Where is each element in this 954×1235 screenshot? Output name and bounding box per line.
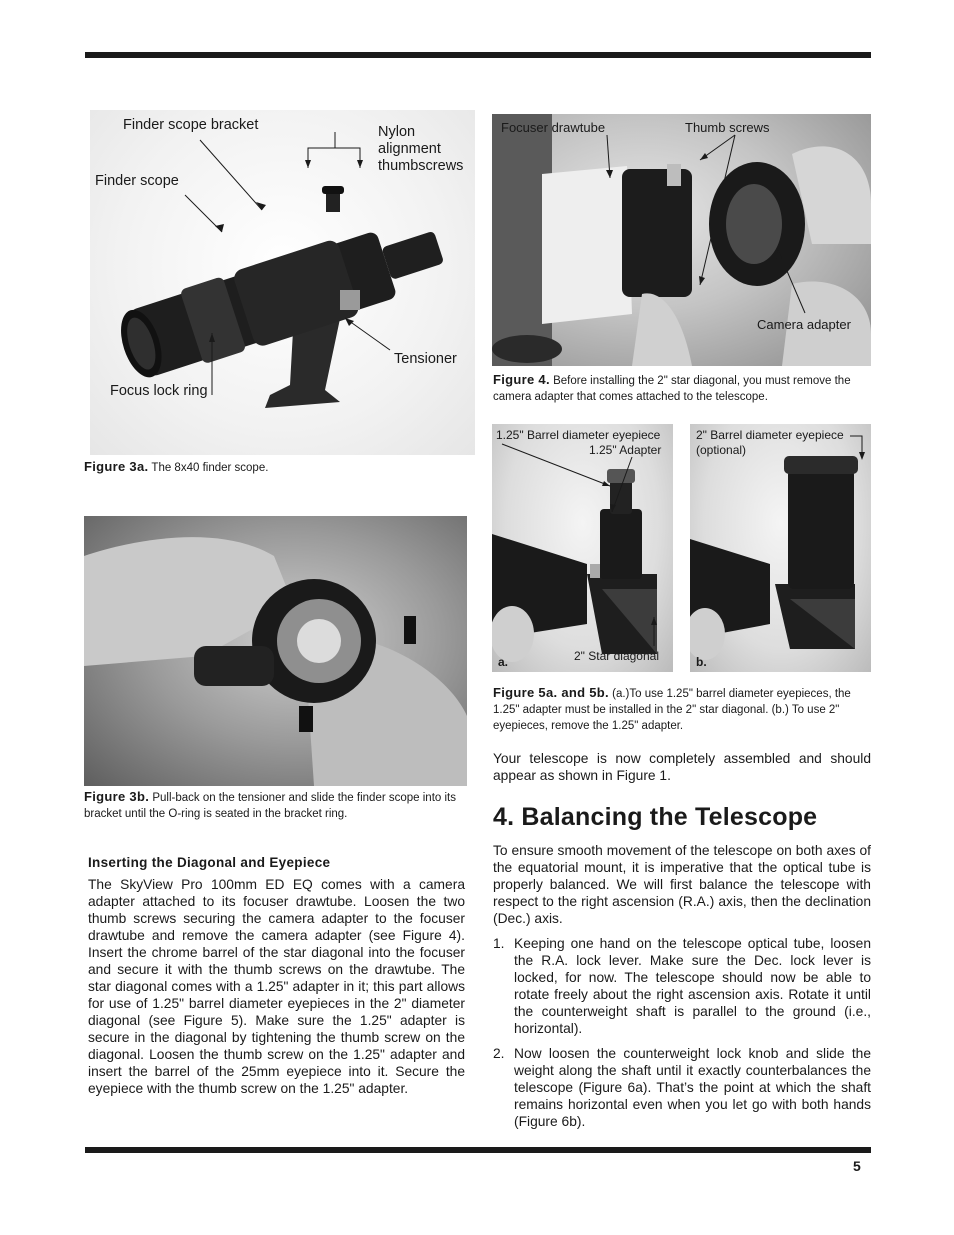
assembled-paragraph: Your telescope is now completely assembled and should appear as shown in Figure 1.	[493, 751, 871, 783]
balancing-heading: 4. Balancing the Telescope	[493, 803, 818, 831]
list-item	[493, 1045, 871, 1130]
balancing-steps	[493, 935, 871, 1138]
label-focus-lock-ring: Focus lock ring	[110, 383, 208, 399]
figure-3a-caption	[84, 459, 469, 476]
figure-5-caption	[493, 685, 871, 734]
figure-3a-label: Figure 3a.	[84, 459, 149, 474]
step-number: 2.	[493, 1046, 505, 1061]
label-camera-adapter: Camera adapter	[757, 317, 851, 332]
step-text: Keeping one hand on the telescope optical tube, loosen the R.A. lock lever. Make sure the Dec. lock lever is locked, for now. The telescope should now be able to rotate freely about the right ascension axis. Rotate it until the counterweight shaft is parallel to the ground (i.e., horizontal).	[514, 936, 871, 1036]
figure-5b-photo	[690, 424, 871, 672]
finder-install-photo	[84, 516, 467, 786]
figure-5-label: Figure 5a. and 5b.	[493, 685, 609, 700]
label-eyepiece-2: 2" Barrel diameter eyepiece	[696, 428, 844, 442]
label-adapter-125: 1.25" Adapter	[589, 443, 662, 457]
label-thumb-screws: Thumb screws	[685, 120, 770, 135]
diagonal-body: The SkyView Pro 100mm ED EQ comes with a camera adapter attached to its focuser drawtube. Loosen the two thumb screws securing the camera adapter to the focuser drawtube and remove the camera adapter (see Figure 4). Insert the chrome barrel of the star diagonal into the focuser and secure it with the thumb screws on the drawtube. The star diagonal comes with a 1.25" adapter in it; this part allows for use of 1.25" barrel diameter eyepieces in the 2" diameter diagonal (see Figure 5). Make sure the 1.25" adapter is secure in the diagonal by tightening the thumb screw on the diagonal. Loosen the thumb screw on the 1.25" adapter and insert the barrel of the 25mm eyepiece into it. Secure the eyepiece with the thumb screw on the 1.25" adapter.	[88, 877, 465, 1096]
list-item	[493, 935, 871, 1037]
bottom-rule	[85, 1147, 871, 1153]
balancing-intro: To ensure smooth movement of the telescope on both axes of the equatorial mount, it is imperative that the optical tube is properly balanced. We will first balance the telescope with respect to the right ascension (R.A.) axis, then the declination (Dec.) axis.	[493, 843, 871, 926]
label-optional: (optional)	[696, 443, 747, 457]
label-finder-scope-bracket: Finder scope bracket	[123, 117, 259, 133]
label-star-diagonal: 2" Star diagonal	[574, 649, 659, 663]
panel-b-label: b.	[696, 655, 707, 669]
label-nylon-line1: Nylon	[378, 124, 416, 140]
figure-3b-text: Pull-back on the tensioner and slide the finder scope into its bracket until the O-ring is seated in the bracket ring.	[84, 792, 456, 820]
figure-5a-photo	[492, 424, 673, 672]
figure-5-text: (a.)To use 1.25" barrel diameter eyepieces, the 1.25" adapter must be installed in the 2" star diagonal. (b.) To use 2" eyepieces, remove the 1.25" adapter.	[493, 688, 851, 732]
figure-4-text: Before installing the 2" star diagonal, you must remove the camera adapter that comes attached to the telescope.	[493, 375, 851, 403]
balancing-step-list	[493, 935, 871, 1130]
label-focuser-drawtube: Focuser drawtube	[501, 120, 606, 135]
step-text: Now loosen the counterweight lock knob and slide the weight along the shaft until it exactly counterbalances the telescope (Figure 6a). That’s the point at which the shaft remains horizontal even when you let go with both hands (Figure 6b).	[514, 1046, 871, 1129]
figure-3b-label: Figure 3b.	[84, 789, 150, 804]
figure-4-caption	[493, 372, 873, 405]
label-finder-scope: Finder scope	[95, 173, 179, 189]
diagonal-subheading: Inserting the Diagonal and Eyepiece	[88, 855, 331, 870]
label-nylon-line2: alignment	[378, 141, 441, 157]
step-number: 1.	[493, 936, 505, 951]
label-tensioner: Tensioner	[394, 351, 457, 367]
label-eyepiece-125: 1.25" Barrel diameter eyepiece	[496, 428, 661, 442]
figure-3b-caption	[84, 789, 468, 822]
figure-4-label: Figure 4.	[493, 372, 550, 387]
panel-a-label: a.	[498, 655, 509, 669]
page-number: 5	[853, 1158, 861, 1174]
figure-3a-text: The 8x40 finder scope.	[151, 462, 269, 474]
label-nylon-line3: thumbscrews	[378, 158, 464, 174]
